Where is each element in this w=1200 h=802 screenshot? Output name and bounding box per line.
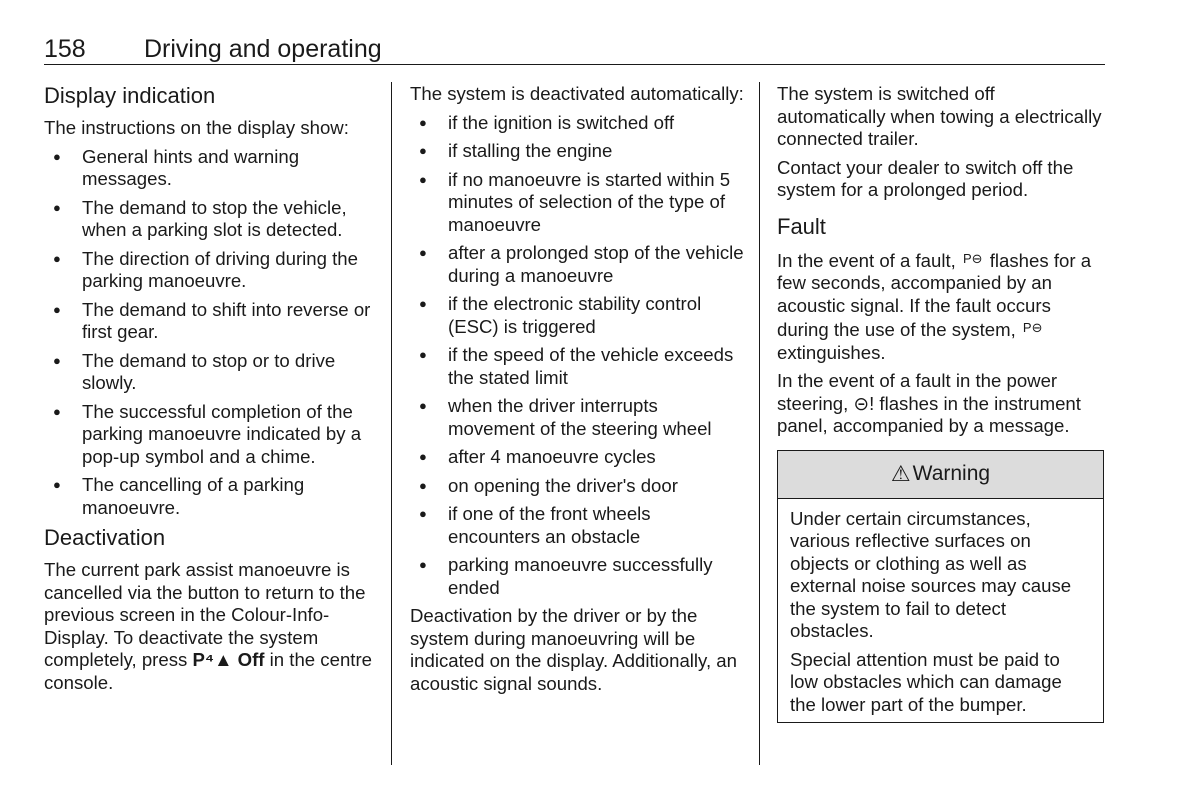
list-item: ● if the electronic stability control (ESC) is triggered (410, 293, 745, 338)
warning-body (778, 499, 1103, 723)
header-rule (44, 64, 1105, 65)
page-number: 158 (44, 35, 86, 63)
driver-deactivation-paragraph: Deactivation by the driver or by the system during manoeuvring will be indicated on the display. Additionally, an acoustic signal sounds. (410, 605, 737, 694)
list-item: ● after 4 manoeuvre cycles (410, 446, 745, 469)
list-item: ● on opening the driver's door (410, 475, 745, 498)
display-intro: The instructions on the display show: (44, 117, 349, 138)
warning-label: Warning (912, 461, 991, 485)
list-item: ● The successful completion of the parking manoeuvre indicated by a pop-up symbol and a chime. (44, 401, 374, 469)
warning-header (778, 451, 1103, 499)
auto-deactivation-list (410, 112, 745, 600)
warning-icon: ⚠ (890, 460, 911, 486)
list-item: ● if stalling the engine (410, 140, 745, 163)
list-item: ● The cancelling of a parking manoeuvre. (44, 474, 374, 519)
trailer-paragraph: The system is switched off automatically when towing a electrically connected trailer. (777, 83, 1102, 149)
warning-text: Under certain circumstances, various reflective surfaces on objects or clothing as well as external noise sources may cause the system to fail to detect obstacles. (790, 507, 1072, 641)
list-item: ● if one of the front wheels encounters an obstacle (410, 503, 745, 548)
deactivation-paragraph (44, 559, 374, 694)
list-item: ● The demand to stop the vehicle, when a parking slot is detected. (44, 197, 374, 242)
display-indication-heading: Display indication (44, 83, 216, 108)
fault-heading: Fault (777, 213, 826, 239)
display-list (44, 146, 374, 520)
dealer-paragraph: Contact your dealer to switch off the system for a prolonged period. (777, 156, 1074, 200)
list-item: ● The demand to shift into reverse or first gear. (44, 299, 374, 344)
power-steering-icon: ⊝! (853, 392, 875, 414)
section-title: Driving and operating (144, 35, 382, 63)
auto-deactivation-intro: The system is deactivated automatically: (410, 83, 744, 104)
list-item: ● General hints and warning messages. (44, 146, 374, 191)
column-3 (777, 83, 1105, 723)
deactivation-text-end: in the centre console. (44, 649, 372, 693)
warning-text: Special attention must be paid to low obstacles which can damage the lower part of the bumper. (790, 648, 1062, 715)
column-1 (44, 83, 374, 700)
page-header (44, 34, 1105, 64)
list-item: ● The demand to stop or to drive slowly. (44, 350, 374, 395)
list-item: ● if the ignition is switched off (410, 112, 745, 135)
column-2 (410, 83, 745, 701)
list-item: ● when the driver interrupts movement of the steering wheel (410, 395, 745, 440)
power-steering-paragraph: In the event of a fault in the power steering, ⊝! flashes in the instrument panel, accompanied by a message. (777, 370, 1081, 436)
column-divider-2 (759, 82, 760, 765)
list-item: ● if the speed of the vehicle exceeds the stated limit (410, 344, 745, 389)
deactivation-heading: Deactivation (44, 525, 166, 550)
list-item: ● parking manoeuvre successfully ended (410, 554, 745, 599)
fault-paragraph: In the event of a fault, P⊖ flashes for a few seconds, accompanied by an acoustic signal. If the fault occurs during the use of the system, P⊖ extinguishes. (777, 249, 1092, 363)
warning-box (777, 450, 1104, 724)
park-assist-icon: P⊖ (963, 250, 983, 266)
park-assist-off-button-label: P⁴▲ Off (192, 649, 265, 670)
deactivation-text: The current park assist manoeuvre is cancelled via the button to return to the previous screen in the Colour-Info-Display. To deactivate the system completely, press (44, 559, 366, 670)
list-item: ● if no manoeuvre is started within 5 minutes of selection of the type of manoeuvre (410, 169, 745, 237)
list-item: ● The direction of driving during the parking manoeuvre. (44, 248, 374, 293)
column-divider-1 (391, 82, 392, 765)
list-item: ● after a prolonged stop of the vehicle during a manoeuvre (410, 242, 745, 287)
park-assist-icon: P⊖ (1022, 320, 1043, 335)
